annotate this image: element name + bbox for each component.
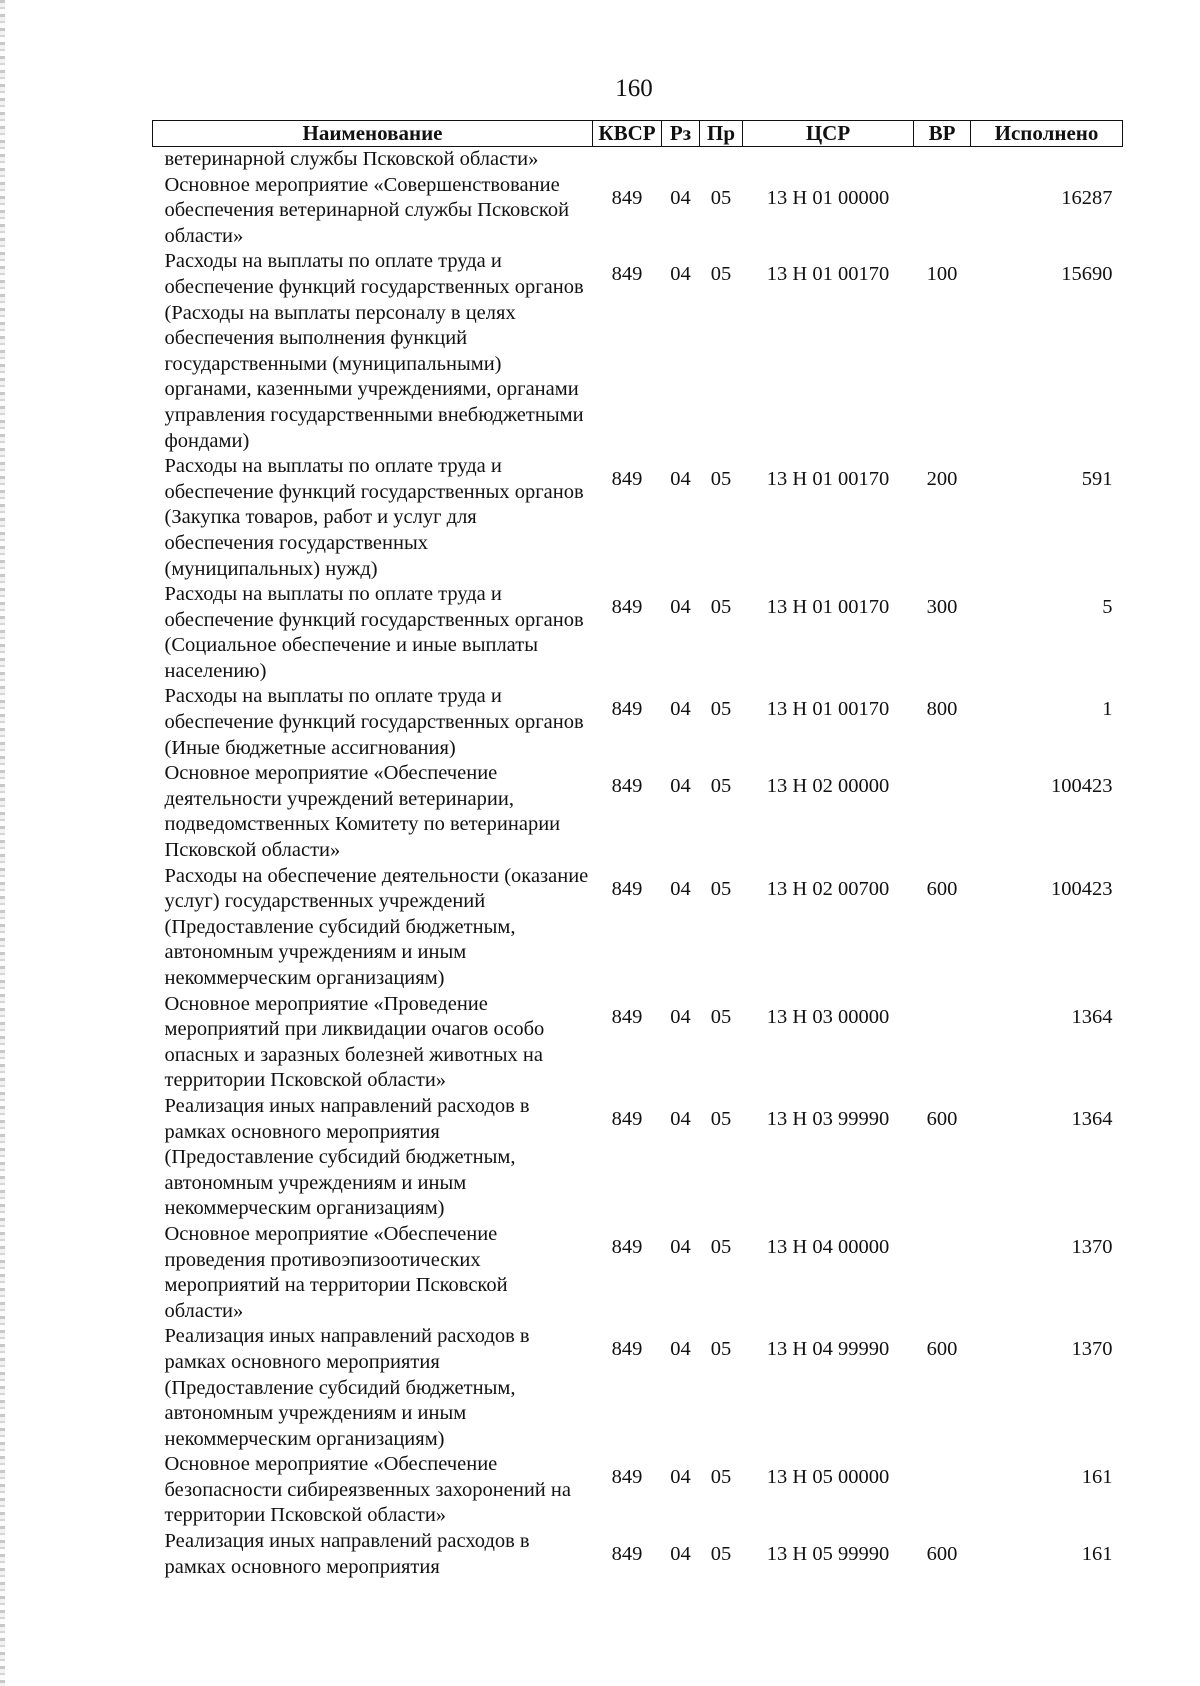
row-done	[971, 147, 1123, 173]
row-kvsr: 849	[611, 698, 643, 721]
row-kvsr: 849	[611, 1235, 643, 1258]
row-csr: 13 Н 03 99990	[766, 1107, 890, 1130]
row-rz: 04	[670, 877, 691, 900]
row-name: Основное мероприятие «Совершенствование обеспечения ветеринарной службы Псковской области»	[164, 173, 570, 247]
header-pr: Пр	[700, 121, 743, 147]
row-vr	[914, 173, 971, 250]
row-done: 161	[1081, 1466, 1113, 1489]
row-pr: 05	[710, 877, 732, 900]
row-csr: 13 Н 01 00170	[766, 468, 890, 491]
row-csr: 13 Н 03 00000	[766, 1005, 890, 1028]
row-name: Расходы на выплаты по оплате труда и обеспечение функций государственных органов (Расходы на выплаты персоналу в целях обеспечения выполнения функций государственными (муниципальными) органами, казенными учреждениями, органами управления государственными внебюджетными фондами)	[164, 250, 584, 452]
row-csr: 13 Н 04 00000	[766, 1235, 890, 1258]
header-csr: ЦСР	[743, 121, 914, 147]
row-done: 1	[1102, 698, 1113, 721]
table-body	[153, 147, 1123, 1581]
row-name: Основное мероприятие «Обеспечение безопасности сибиреязвенных захоронений на территории Псковской области»	[164, 1453, 571, 1527]
row-rz: 04	[670, 468, 691, 491]
row-name: Основное мероприятие «Обеспечение проведения противоэпизоотических мероприятий на территории Псковской области»	[164, 1222, 508, 1322]
row-rz: 04	[670, 1005, 691, 1028]
row-vr	[914, 761, 971, 863]
row-name: Расходы на обеспечение деятельности (оказание услуг) государственных учреждений (Предоставление субсидий бюджетным, автономным учреждениям и иным некоммерческим организациям)	[164, 864, 589, 989]
row-pr: 05	[710, 468, 732, 491]
row-done: 100423	[1051, 775, 1113, 798]
table-row	[153, 1529, 1123, 1580]
row-csr: 13 Н 01 00170	[766, 698, 890, 721]
row-vr: 600	[926, 877, 958, 900]
row-pr: 05	[710, 1543, 732, 1566]
row-name: Расходы на выплаты по оплате труда и обеспечение функций государственных органов (Закупка товаров, работ и услуг для обеспечения государственных (муниципальных) нужд)	[164, 455, 584, 580]
row-name: ветеринарной службы Псковской области»	[164, 148, 539, 170]
row-pr: 05	[710, 1338, 732, 1361]
row-kvsr: 849	[611, 468, 643, 491]
row-rz: 04	[670, 775, 691, 798]
table-row	[153, 864, 1123, 992]
row-kvsr: 849	[611, 1005, 643, 1028]
row-pr: 05	[710, 698, 732, 721]
row-pr: 05	[710, 186, 732, 209]
row-vr: 600	[926, 1338, 958, 1361]
row-csr: 13 Н 01 00170	[766, 263, 890, 286]
row-name: Реализация иных направлений расходов в рамках основного мероприятия	[164, 1530, 530, 1578]
row-kvsr: 849	[611, 596, 643, 619]
row-rz: 04	[670, 1543, 691, 1566]
row-done: 161	[1081, 1543, 1113, 1566]
row-csr: 13 Н 02 00000	[766, 775, 890, 798]
row-pr: 05	[710, 596, 732, 619]
header-vr: ВР	[914, 121, 971, 147]
row-csr: 13 Н 05 00000	[766, 1466, 890, 1489]
row-kvsr: 849	[611, 1107, 643, 1130]
row-name: Реализация иных направлений расходов в рамках основного мероприятия (Предоставление субсидий бюджетным, автономным учреждениям и иным некоммерческим организациям)	[164, 1094, 530, 1220]
header-row	[153, 121, 1123, 147]
table-row	[153, 1222, 1123, 1324]
row-done: 591	[1081, 468, 1113, 491]
row-rz: 04	[670, 263, 691, 286]
row-kvsr: 849	[611, 877, 643, 900]
row-pr: 05	[710, 1466, 732, 1489]
row-rz: 04	[670, 1338, 691, 1361]
row-done: 1370	[1071, 1338, 1113, 1361]
row-vr	[914, 1452, 971, 1529]
header-name: Наименование	[153, 121, 593, 147]
row-pr	[700, 147, 743, 173]
row-vr: 100	[926, 263, 958, 286]
table-row	[153, 582, 1123, 684]
table-row	[153, 1094, 1123, 1222]
row-name: Основное мероприятие «Проведение мероприятий при ликвидации очагов особо опасных и заразных болезней животных на территории Псковской области»	[164, 992, 545, 1092]
header-rz: Рз	[662, 121, 700, 147]
scan-edge	[0, 0, 5, 1686]
table-row	[153, 147, 1123, 173]
row-csr: 13 Н 05 99990	[766, 1543, 890, 1566]
row-csr	[743, 147, 914, 173]
row-kvsr: 849	[611, 775, 643, 798]
table-header	[153, 121, 1123, 147]
row-rz: 04	[670, 1107, 691, 1130]
row-pr: 05	[710, 1107, 732, 1130]
row-name: Реализация иных направлений расходов в рамках основного мероприятия (Предоставление субсидий бюджетным, автономным учреждениям и иным некоммерческим организациям)	[164, 1325, 530, 1450]
row-kvsr: 849	[611, 1466, 643, 1489]
row-kvsr: 849	[611, 186, 643, 209]
row-vr	[914, 1222, 971, 1324]
row-vr	[914, 992, 971, 1094]
row-vr: 800	[926, 698, 958, 721]
row-done: 5	[1102, 596, 1113, 619]
budget-table	[152, 120, 1123, 1580]
table-row	[153, 684, 1123, 761]
row-rz: 04	[670, 1235, 691, 1258]
row-vr	[914, 147, 971, 173]
table-row	[153, 1452, 1123, 1529]
row-rz: 04	[670, 596, 691, 619]
row-vr: 600	[926, 1107, 958, 1130]
row-kvsr	[593, 147, 662, 173]
row-pr: 05	[710, 263, 732, 286]
header-done: Исполнено	[971, 121, 1123, 147]
row-csr: 13 Н 01 00170	[766, 596, 890, 619]
row-done: 1364	[1071, 1107, 1113, 1130]
row-csr: 13 Н 01 00000	[766, 186, 890, 209]
row-pr: 05	[710, 775, 732, 798]
row-kvsr: 849	[611, 263, 643, 286]
row-kvsr: 849	[611, 1543, 643, 1566]
row-rz: 04	[670, 1466, 691, 1489]
row-csr: 13 Н 04 99990	[766, 1338, 890, 1361]
row-rz: 04	[670, 698, 691, 721]
row-vr: 600	[926, 1543, 958, 1566]
table-row	[153, 173, 1123, 250]
row-done: 15690	[1061, 263, 1113, 286]
row-done: 1370	[1071, 1235, 1113, 1258]
row-csr: 13 Н 02 00700	[766, 877, 890, 900]
row-pr: 05	[710, 1005, 732, 1028]
row-name: Расходы на выплаты по оплате труда и обеспечение функций государственных органов (Социальное обеспечение и иные выплаты населению)	[164, 583, 584, 682]
page-number: 160	[615, 75, 653, 102]
table-row	[153, 1324, 1123, 1452]
table-row	[153, 992, 1123, 1094]
row-done: 100423	[1051, 877, 1113, 900]
row-pr: 05	[710, 1235, 732, 1258]
table-row	[153, 454, 1123, 582]
row-kvsr: 849	[611, 1338, 643, 1361]
table-row	[153, 249, 1123, 454]
row-name: Расходы на выплаты по оплате труда и обеспечение функций государственных органов (Иные бюджетные ассигнования)	[164, 685, 584, 759]
row-vr: 200	[926, 468, 958, 491]
row-rz: 04	[670, 186, 691, 209]
header-kvsr: КВСР	[593, 121, 662, 147]
table-row	[153, 761, 1123, 863]
row-done: 16287	[1061, 186, 1113, 209]
row-rz	[662, 147, 700, 173]
row-done: 1364	[1071, 1005, 1113, 1028]
row-vr: 300	[926, 596, 958, 619]
row-name: Основное мероприятие «Обеспечение деятельности учреждений ветеринарии, подведомственных Комитету по ветеринарии Псковской области»	[164, 762, 561, 862]
